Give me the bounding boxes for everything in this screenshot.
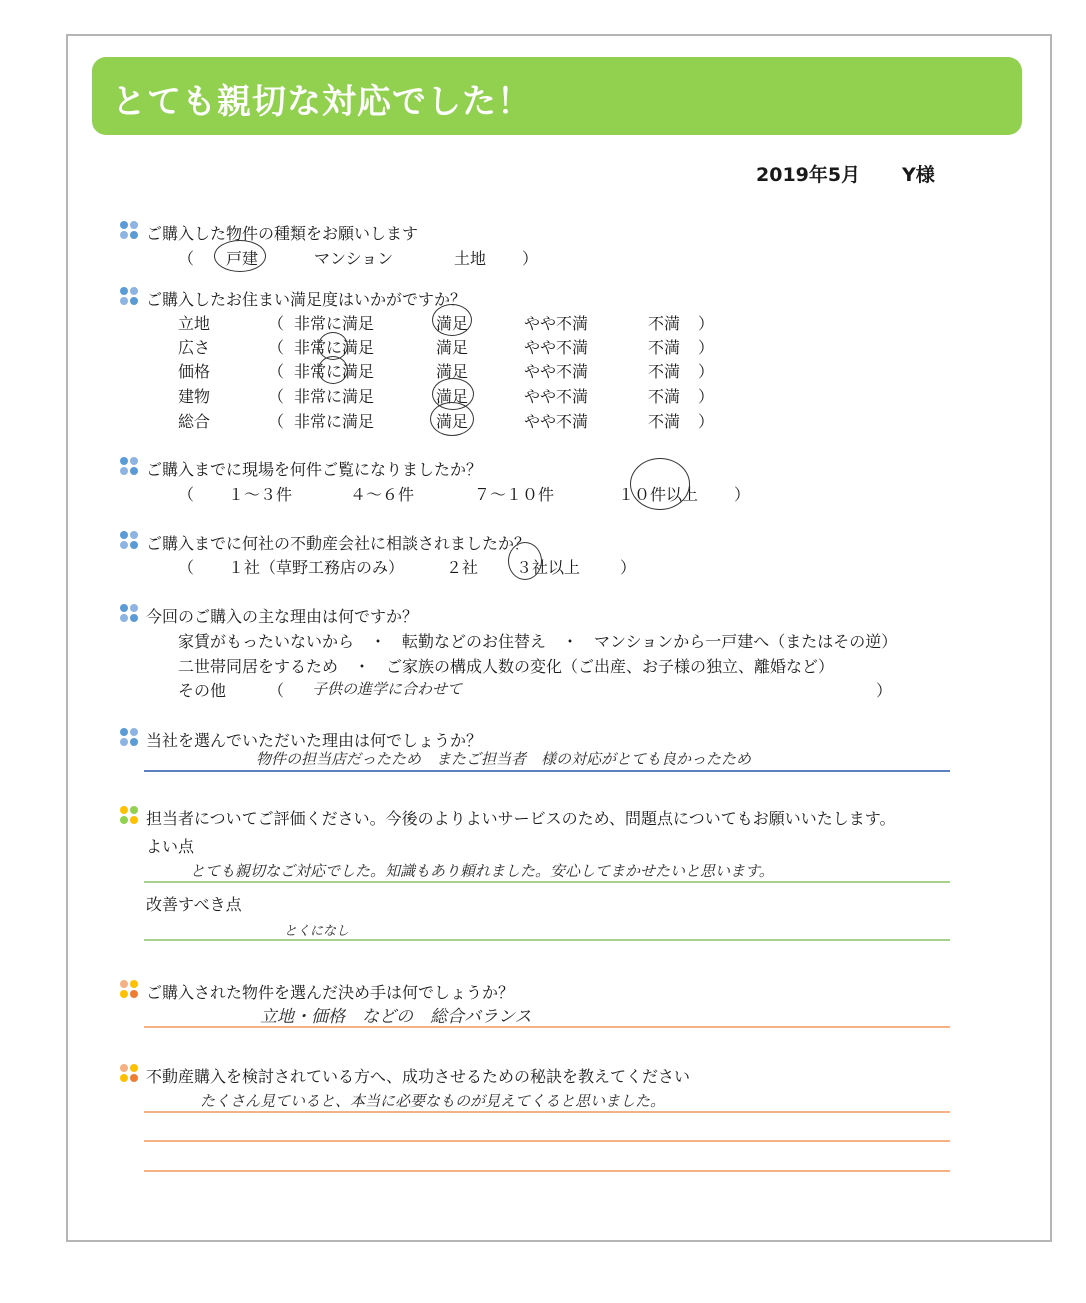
bullet-icon [120,1064,140,1084]
scale-somewhat-dissatisfied: やや不満 [524,412,589,431]
question-viewings: ご購入までに現場を何件ご覧になりましたか？ [146,460,483,479]
scale-satisfied: 満足 [436,387,469,406]
paren-open: （ [268,387,285,406]
paren-open: （ [178,558,195,577]
row-label: 建物 [178,387,211,406]
good-points-label: よい点 [146,837,195,856]
answer-line [144,881,950,883]
paren-close: ） [620,558,637,577]
scale-somewhat-dissatisfied: やや不満 [524,387,589,406]
scale-dissatisfied: 不満 [648,412,681,431]
option-three-plus: ３社以上 [516,558,581,577]
answer-line [144,1026,950,1028]
reason-options-line-1: 家賃がもったいないから ・ 転勤などのお住替え ・ マンションから一戸建へ（またはその逆） [178,632,898,651]
advice-answer-handwritten: たくさん見ていると、本当に必要なものが見えてくると思いました。 [200,1092,666,1110]
paren-close: ） [876,681,893,700]
paren-close: ） [698,362,715,381]
bullet-icon [120,728,140,748]
scale-very-satisfied: 非常に満足 [294,338,375,357]
scale-very-satisfied: 非常に満足 [294,412,375,431]
paren-open: （ [268,362,285,381]
scale-satisfied: 満足 [436,338,469,357]
row-label: 価格 [178,362,211,381]
question-reason: 今回のご購入の主な理由は何ですか？ [146,607,419,626]
good-points-answer-handwritten: とても親切なご対応でした。知識もあり頼れました。安心してまかせたいと思います。 [190,862,774,880]
survey-date: 2019年5月 [756,164,861,186]
paren-open: （ [268,314,285,333]
scale-satisfied: 満足 [436,362,469,381]
deciding-factor-answer-handwritten: 立地・価格 などの 総合バランス [260,1007,532,1027]
paren-open: （ [268,681,285,700]
option-10-plus: １０件以上 [618,485,699,504]
answer-line [144,1140,950,1142]
question-why-us: 当社を選んでいただいた理由は何でしょうか？ [146,731,483,750]
page-title: とても親切な対応でした！ [112,82,532,122]
paren-close: ） [698,412,715,431]
option-4-6: ４～６件 [350,485,415,504]
paren-close: ） [698,387,715,406]
question-property-type: ご購入した物件の種類をお願いします [146,224,419,243]
row-label: 広さ [178,338,211,357]
scale-very-satisfied: 非常に満足 [294,362,375,381]
bullet-icon [120,806,140,826]
selected-circle-mark [508,542,542,580]
scale-very-satisfied: 非常に満足 [294,314,375,333]
scale-satisfied: 満足 [436,412,469,431]
question-companies: ご購入までに何社の不動産会社に相談されましたか？ [146,534,531,553]
paren-close: ） [698,338,715,357]
option-two-companies: ２社 [446,558,479,577]
answer-line [144,770,950,772]
paren-open: （ [268,338,285,357]
improvement-answer-handwritten: とくになし [284,924,350,939]
question-satisfaction: ご購入したお住まい満足度はいかがですか？ [146,290,467,309]
why-us-answer-handwritten: 物件の担当店だったため またご担当者 様の対応がとても良かったため [256,750,752,768]
bullet-icon [120,221,140,241]
paren-close: ） [734,485,751,504]
option-land: 土地 [454,249,487,268]
option-7-10: ７～１０件 [474,485,555,504]
reason-options-line-2: 二世帯同居をするため ・ ご家族の構成人数の変化（ご出産、お子様の独立、離婚など） [178,657,835,676]
other-answer-handwritten: 子供の進学に合わせて [312,680,463,698]
paren-open: （ [268,412,285,431]
option-apartment: マンション [314,249,394,268]
bullet-icon [120,531,140,551]
paren-open: （ [178,249,195,268]
paren-open: （ [178,485,195,504]
bullet-icon [120,287,140,307]
paren-close: ） [698,314,715,333]
row-label: 総合 [178,412,211,431]
scale-very-satisfied: 非常に満足 [294,387,375,406]
other-label: その他 [178,681,227,700]
answer-line [144,1111,950,1113]
customer-name: Y様 [902,164,935,186]
scale-dissatisfied: 不満 [648,362,681,381]
selected-circle-mark [318,356,348,384]
row-label: 立地 [178,314,211,333]
scale-somewhat-dissatisfied: やや不満 [524,338,589,357]
selected-circle-mark [214,240,266,272]
selected-circle-mark [430,402,474,436]
question-advice: 不動産購入を検討されている方へ、成功させるための秘訣を教えてください [146,1067,691,1086]
bullet-icon [120,980,140,1000]
selected-circle-mark [432,304,472,336]
option-one-company: １社（草野工務店のみ） [228,558,405,577]
scale-somewhat-dissatisfied: やや不満 [524,362,589,381]
question-staff-evaluation: 担当者についてご評価ください。今後のよりよいサービスのため、問題点についてもお願いいたします。 [146,809,896,828]
scale-dissatisfied: 不満 [648,387,681,406]
option-detached-house: 戸建 [226,249,259,268]
selected-circle-mark [630,458,690,510]
improvement-label: 改善すべき点 [146,895,242,914]
question-deciding-factor: ご購入された物件を選んだ決め手は何でしょうか？ [146,983,515,1002]
answer-line [144,939,950,941]
scale-satisfied: 満足 [436,314,469,333]
bullet-icon [120,604,140,624]
answer-line [144,1170,950,1172]
bullet-icon [120,457,140,477]
option-1-3: １～３件 [228,485,293,504]
paren-close: ） [522,249,539,268]
scale-dissatisfied: 不満 [648,338,681,357]
scale-dissatisfied: 不満 [648,314,681,333]
scale-somewhat-dissatisfied: やや不満 [524,314,589,333]
